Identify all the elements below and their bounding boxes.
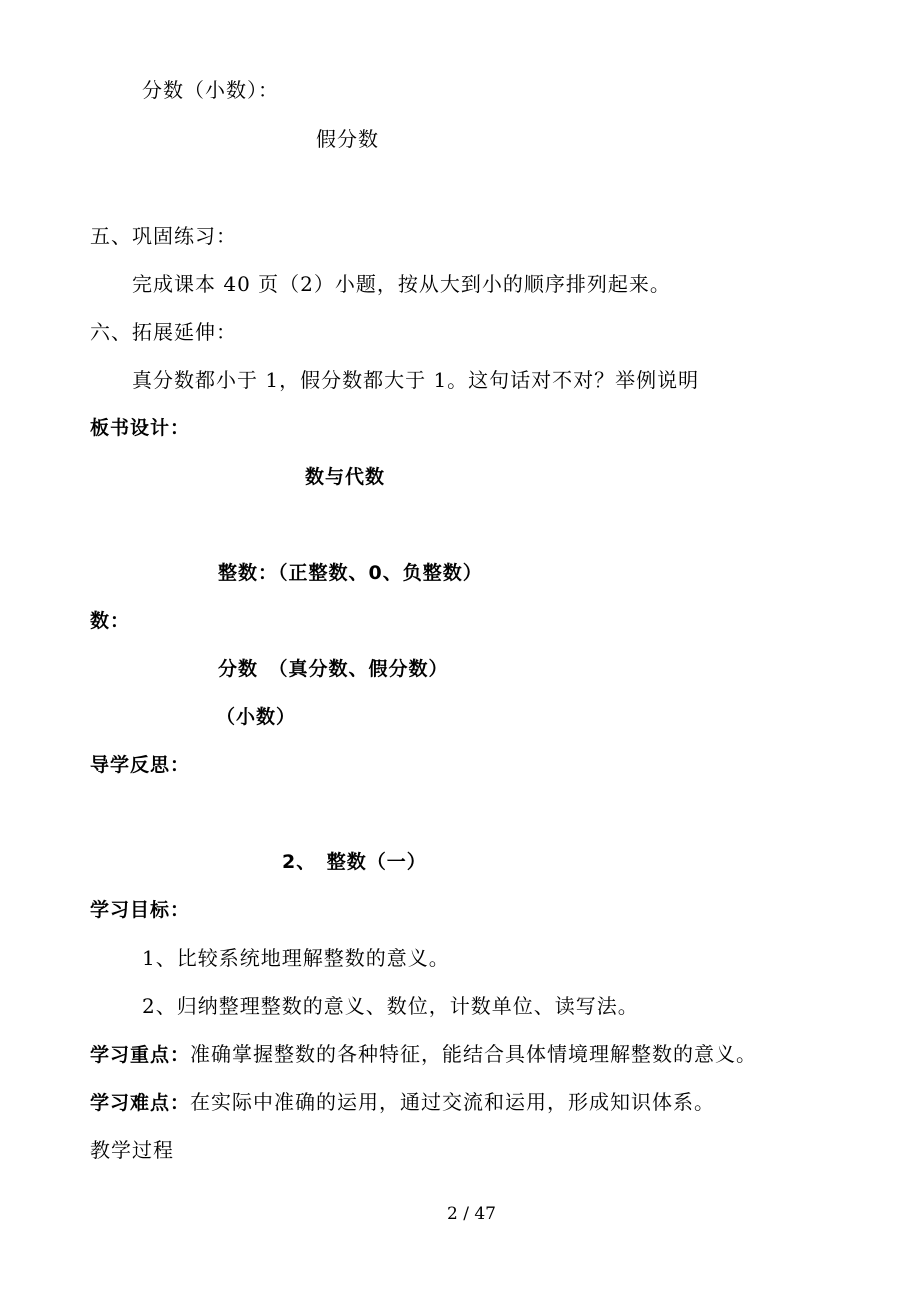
text-line: 假分数 (316, 127, 379, 151)
page-number: 2 / 47 (447, 1204, 496, 1224)
objective-item: 2、归纳整理整数的意义、数位，计数单位、读写法。 (142, 994, 639, 1018)
board-item: 分数 （真分数、假分数） (218, 658, 449, 680)
key-point-label: 学习重点： (90, 1044, 191, 1066)
section-heading: 板书设计： (90, 417, 191, 439)
difficulty-text: 在实际中准确的运用，通过交流和运用，形成知识体系。 (190, 1090, 716, 1114)
board-item: 整数：（正整数、0、负整数） (218, 562, 483, 584)
key-point-text: 准确掌握整数的各种特征，能结合具体情境理解整数的意义。 (190, 1042, 758, 1066)
text-line: 完成课本 40 页（2）小题，按从大到小的顺序排列起来。 (132, 272, 671, 296)
section-heading: 五、巩固练习： (90, 224, 237, 248)
board-item: （小数） (216, 706, 297, 728)
key-point-line (90, 1040, 757, 1069)
section-heading: 六、拓展延伸： (90, 320, 237, 344)
section-heading: 教学过程 (90, 1138, 174, 1162)
lesson-title: 2、 整数（一） (282, 851, 427, 873)
difficulty-label: 学习难点： (90, 1092, 191, 1114)
section-heading: 学习目标： (90, 899, 191, 921)
board-title: 数与代数 (305, 466, 386, 488)
section-heading: 导学反思： (90, 754, 191, 776)
text-line: 分数（小数）： (142, 78, 279, 102)
board-item: 数： (90, 610, 131, 632)
text-line: 真分数都小于 1，假分数都大于 1。这句话对不对？举例说明 (132, 368, 700, 392)
difficulty-line (90, 1088, 715, 1117)
objective-item: 1、比较系统地理解整数的意义。 (142, 946, 450, 970)
